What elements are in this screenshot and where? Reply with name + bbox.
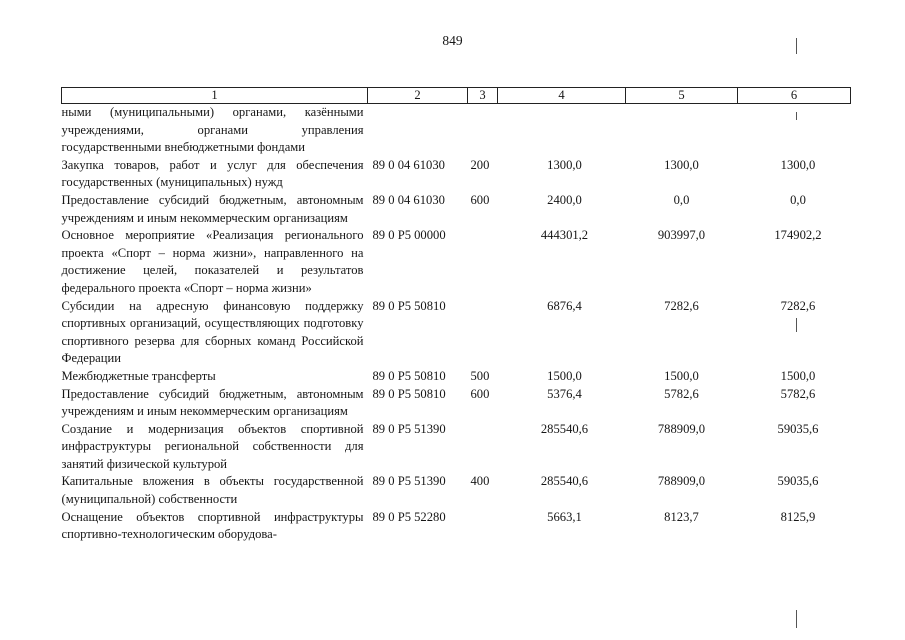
header-col-5: 5 (626, 88, 738, 104)
row-year-3-amount: 0,0 (790, 192, 806, 207)
row-name: Закупка товаров, работ и услуг для обеспечения государственных (муниципальных) нужд (61, 157, 364, 190)
row-year-2-amount: 1300,0 (664, 157, 699, 172)
row-name: Основное мероприятие «Реализация регионального проекта «Спорт – норма жизни», направленного на достижение целей, показателей и результатов федерального проекта «Спорт – норма жизни» (61, 228, 364, 295)
row-year-2-amount: 788909,0 (657, 421, 706, 436)
row-name: Межбюджетные трансферты (61, 368, 216, 383)
row-year-2-amount: 7282,6 (664, 298, 699, 313)
table-row (62, 386, 851, 421)
row-name: Предоставление субсидий бюджетным, автономным учреждениям и иным некоммерческим организациям (61, 192, 364, 225)
row-name: Оснащение объектов спортивной инфраструктуры спортивно-технологическим оборудова- (61, 509, 364, 542)
scan-mark (796, 610, 797, 628)
row-expense-type: 400 (470, 474, 490, 489)
row-name: ными (муниципальными) органами, казёнными учреждениями, органами управления государственными внебюджетными фондами (61, 105, 364, 155)
row-year-3-amount (738, 104, 851, 157)
header-col-1: 1 (62, 88, 368, 104)
header-col-4: 4 (498, 88, 626, 104)
table-row (62, 104, 851, 157)
scan-mark (796, 318, 797, 332)
table-row (62, 157, 851, 192)
row-year-3-amount: 59035,6 (777, 421, 819, 436)
table-body (62, 104, 851, 544)
scan-mark (796, 112, 797, 120)
row-year-2-amount: 903997,0 (657, 228, 706, 243)
row-year-1-amount: 444301,2 (540, 228, 589, 243)
table-header (62, 88, 851, 104)
row-year-2-amount (626, 104, 738, 157)
row-name: Создание и модернизация объектов спортивной инфраструктуры региональной собственности для занятий физической культурой (61, 421, 364, 471)
row-expense-type (468, 298, 498, 368)
header-row (62, 88, 851, 104)
row-expense-type: 600 (470, 386, 490, 401)
row-year-3-amount: 59035,6 (777, 474, 819, 489)
row-year-2-amount: 788909,0 (657, 474, 706, 489)
row-name: Предоставление субсидий бюджетным, автономным учреждениям и иным некоммерческим организациям (61, 386, 364, 419)
row-expense-type (468, 509, 498, 544)
row-expense-type: 500 (470, 368, 490, 383)
scan-mark (796, 38, 797, 54)
row-target-code: 89 0 Р5 51390 (372, 421, 446, 436)
row-year-1-amount: 285540,6 (540, 474, 589, 489)
row-target-code: 89 0 Р5 52280 (372, 509, 446, 524)
row-year-2-amount: 1500,0 (664, 368, 699, 383)
table-row (62, 509, 851, 544)
row-year-2-amount: 5782,6 (664, 386, 699, 401)
row-year-1-amount: 285540,6 (540, 421, 589, 436)
row-year-3-amount: 1300,0 (780, 157, 816, 172)
row-year-3-amount: 174902,2 (774, 228, 822, 243)
table-row (62, 192, 851, 227)
table-row (62, 421, 851, 474)
row-year-3-amount: 1500,0 (780, 368, 816, 383)
row-year-1-amount: 6876,4 (547, 298, 582, 313)
budget-table (61, 87, 851, 544)
row-target-code: 89 0 Р5 50810 (372, 386, 446, 401)
table-row (62, 227, 851, 297)
row-expense-type (468, 421, 498, 474)
row-target-code: 89 0 Р5 00000 (372, 228, 446, 243)
row-target-code: 89 0 04 61030 (372, 192, 445, 207)
row-target-code: 89 0 Р5 50810 (372, 368, 446, 383)
row-name: Субсидии на адресную финансовую поддержку спортивных организаций, осуществляющих подготовку спортивного резерва для сборных команд Российской Федерации (61, 298, 364, 366)
row-expense-type (468, 104, 498, 157)
table-row (62, 368, 851, 386)
header-col-3: 3 (468, 88, 498, 104)
row-year-1-amount (498, 104, 626, 157)
row-expense-type: 600 (470, 192, 490, 207)
header-col-2: 2 (368, 88, 468, 104)
row-year-3-amount: 5782,6 (780, 386, 816, 401)
table-row (62, 473, 851, 508)
row-year-1-amount: 2400,0 (547, 192, 582, 207)
row-year-3-amount: 7282,6 (780, 298, 816, 313)
row-target-code: 89 0 Р5 50810 (372, 298, 446, 313)
row-name: Капитальные вложения в объекты государственной (муниципальной) собственности (61, 474, 364, 507)
row-year-2-amount: 0,0 (673, 192, 690, 207)
row-year-1-amount: 1300,0 (547, 157, 582, 172)
row-target-code: 89 0 04 61030 (372, 157, 445, 172)
row-expense-type (468, 227, 498, 297)
row-year-1-amount: 1500,0 (547, 368, 582, 383)
row-year-1-amount: 5376,4 (547, 386, 582, 401)
header-col-6: 6 (738, 88, 851, 104)
row-target-code (368, 104, 468, 157)
row-expense-type: 200 (470, 157, 490, 172)
row-year-2-amount: 8123,7 (664, 509, 699, 524)
page-number: 849 (442, 33, 463, 48)
row-year-3-amount: 8125,9 (780, 509, 816, 524)
row-year-1-amount: 5663,1 (547, 509, 582, 524)
row-target-code: 89 0 Р5 51390 (372, 474, 446, 489)
table-row (62, 298, 851, 368)
